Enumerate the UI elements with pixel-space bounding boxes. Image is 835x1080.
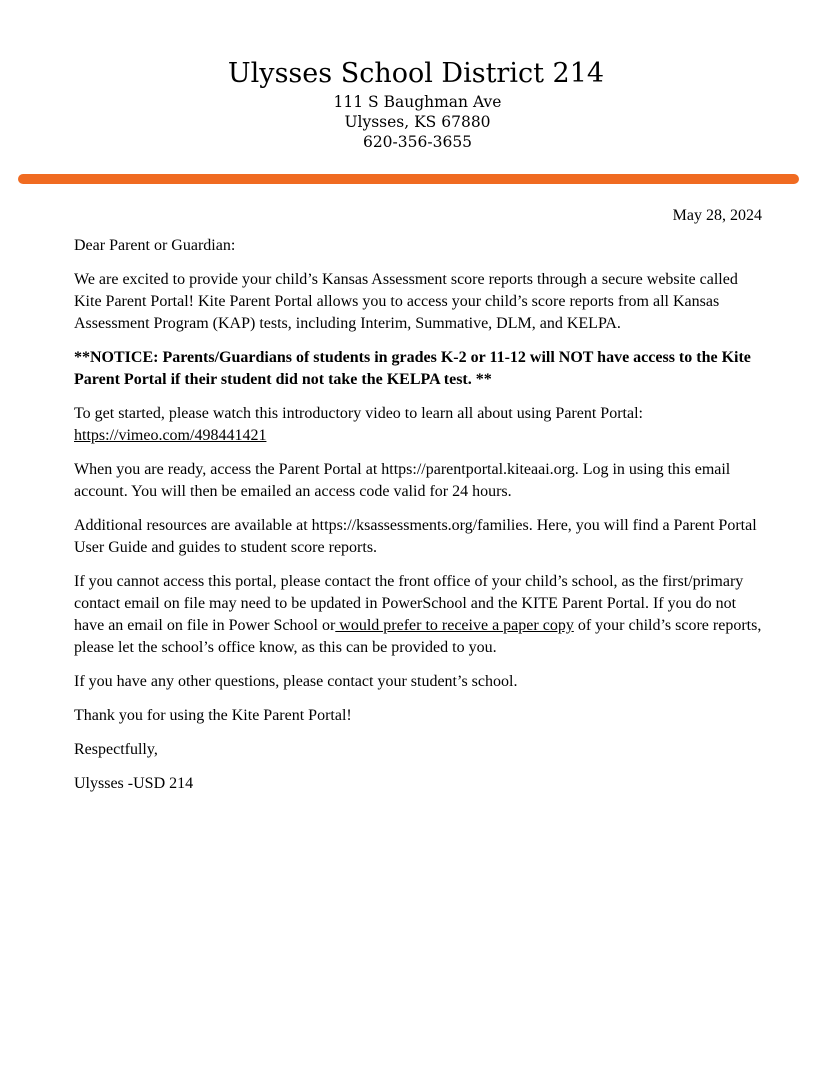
signature: Ulysses -USD 214 (74, 775, 194, 792)
video-link[interactable]: https://vimeo.com/498441421 (74, 427, 267, 444)
contact-paragraph (74, 571, 764, 659)
thanks-paragraph: Thank you for using the Kite Parent Portal! (74, 707, 352, 724)
questions-paragraph: If you have any other questions, please contact your student’s school. (74, 673, 518, 690)
notice-paragraph: **NOTICE: Parents/Guardians of students in grades K-2 or 11-12 will NOT have access to the Kite Parent Portal if their student did not take the KELPA test. ** (74, 349, 751, 388)
video-text: To get started, please watch this introductory video to learn all about using Parent Portal: (74, 405, 643, 422)
letterhead (0, 56, 835, 152)
district-name: Ulysses School District 214 (227, 58, 605, 89)
access-paragraph: When you are ready, access the Parent Portal at https://parentportal.kiteaai.org. Log in using this email account. You will then be emailed an access code valid for 24 hours. (74, 461, 731, 500)
contact-text-1: If you cannot access this portal, please contact the front office of your child’s school, as the first/primary contact email on file may need to be updated in PowerSchool and the KITE Parent Portal. If you do not have an email on file in Power School or (74, 573, 744, 634)
intro-paragraph: We are excited to provide your child’s Kansas Assessment score reports through a secure website called Kite Parent Portal! Kite Parent Portal allows you to access your child’s score reports from all Kansas Assessment Program (KAP) tests, including Interim, Summative, DLM, and KELPA. (74, 271, 738, 332)
letter-body (74, 235, 764, 807)
letter-date: May 28, 2024 (672, 207, 762, 224)
salutation: Dear Parent or Guardian: (74, 237, 236, 254)
closing: Respectfully, (74, 741, 158, 758)
city-state-zip: Ulysses, KS 67880 (344, 113, 491, 131)
video-paragraph (74, 403, 764, 447)
street-address: 111 S Baughman Ave (333, 93, 502, 111)
resources-paragraph: Additional resources are available at https://ksassessments.org/families. Here, you will find a Parent Portal User Guide and guides to student score reports. (74, 517, 757, 556)
contact-text-2: of your child’s score reports, please let the school’s office know, as this can be provided to you. (74, 617, 762, 656)
phone-number: 620-356-3655 (362, 133, 473, 151)
orange-divider (18, 174, 799, 184)
paper-copy-underlined: would prefer to receive a paper copy (335, 617, 574, 634)
